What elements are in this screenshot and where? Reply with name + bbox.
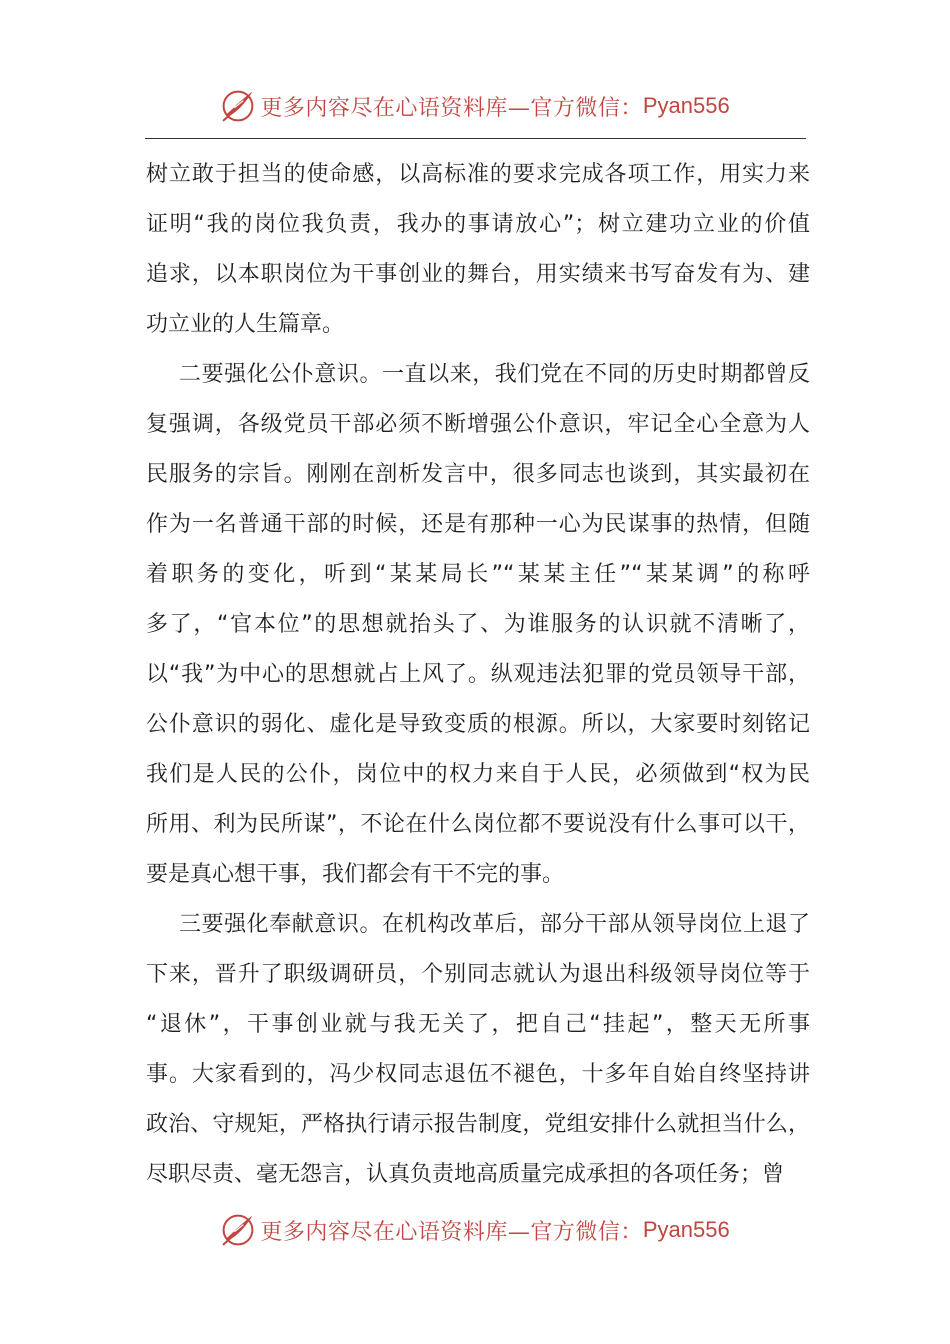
body-line: 证明“我的岗位我负责，我办的事请放心”；树立建功立业的价值 xyxy=(146,212,810,237)
body-line: 公仆意识的弱化、虚化是导致变质的根源。所以，大家要时刻铭记 xyxy=(146,712,810,737)
header-divider xyxy=(145,138,806,139)
body-line: 所用、利为民所谋”，不论在什么岗位都不要说没有什么事可以干， xyxy=(146,812,810,837)
body-line: 树立敢于担当的使命感，以高标准的要求完成各项工作，用实力来 xyxy=(146,162,810,187)
header-wechat-id: Pyan556 xyxy=(642,93,730,118)
footer-banner-text: 更多内容尽在心语资料库—官方微信： xyxy=(260,1219,643,1245)
body-line: 以“我”为中心的思想就占上风了。纵观违法犯罪的党员领导干部， xyxy=(146,662,810,687)
body-line: 作为一名普通干部的时候，还是有那种一心为民谋事的热情，但随 xyxy=(146,512,810,537)
body-line: 追求，以本职岗位为干事创业的舞台，用实绩来书写奋发有为、建 xyxy=(146,262,810,287)
body-line: 功立业的人生篇章。 xyxy=(146,312,345,337)
body-line: “退休”，干事创业就与我无关了，把自己“挂起”，整天无所事 xyxy=(146,1012,810,1037)
body-line: 下来，晋升了职级调研员，个别同志就认为退出科级领导岗位等于 xyxy=(146,962,810,987)
paragraph-start-line: 二要强化公仆意识。一直以来，我们党在不同的历史时期都曾反 xyxy=(179,362,810,387)
paragraph-start-line: 三要强化奉献意识。在机构改革后，部分干部从领导岗位上退了 xyxy=(179,912,810,937)
document-body xyxy=(146,150,810,1200)
body-line: 事。大家看到的，冯少权同志退伍不褪色，十多年自始自终坚持讲 xyxy=(146,1062,810,1087)
footer-banner xyxy=(0,1210,950,1250)
body-line: 多了，“官本位”的思想就抬头了、为谁服务的认识就不清晰了， xyxy=(146,612,810,637)
body-line: 我们是人民的公仆，岗位中的权力来自于人民，必须做到“权为民 xyxy=(146,762,810,787)
header-banner xyxy=(0,86,950,126)
quill-pen-logo-icon xyxy=(220,88,256,124)
body-line: 民服务的宗旨。刚刚在剖析发言中，很多同志也谈到，其实最初在 xyxy=(146,462,810,487)
header-banner-text: 更多内容尽在心语资料库—官方微信： xyxy=(260,95,643,121)
body-line: 着职务的变化，听到“某某局长”“某某主任”“某某调”的称呼 xyxy=(146,562,810,587)
quill-pen-logo-icon xyxy=(220,1212,256,1248)
body-line: 政治、守规矩，严格执行请示报告制度，党组安排什么就担当什么， xyxy=(146,1112,810,1137)
body-line: 复强调，各级党员干部必须不断增强公仆意识，牢记全心全意为人 xyxy=(146,412,810,437)
body-line: 要是真心想干事，我们都会有干不完的事。 xyxy=(146,862,565,887)
footer-wechat-id: Pyan556 xyxy=(642,1217,730,1242)
body-line: 尽职尽责、毫无怨言，认真负责地高质量完成承担的各项任务；曾 xyxy=(146,1162,785,1187)
